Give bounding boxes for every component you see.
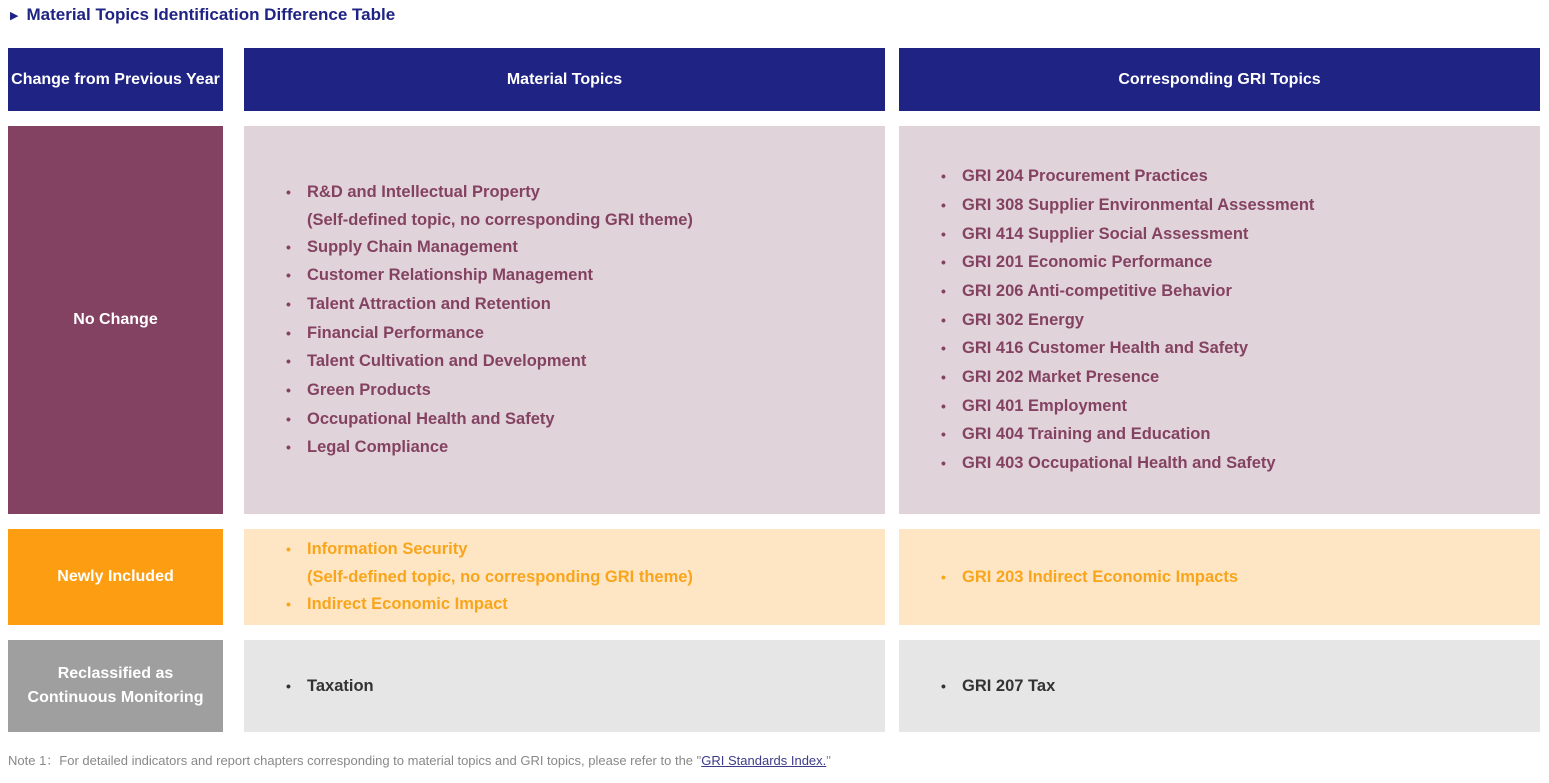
list-item xyxy=(286,376,885,405)
material-topics-list xyxy=(244,178,885,462)
list-item xyxy=(286,290,885,319)
list-item-text: Green Products xyxy=(307,381,431,400)
list-item xyxy=(286,672,885,701)
list-item xyxy=(941,162,1540,191)
list-item-text: Talent Attraction and Retention xyxy=(307,294,551,313)
list-item-text: GRI 403 Occupational Health and Safety xyxy=(962,454,1276,473)
list-item-text: GRI 416 Customer Health and Safety xyxy=(962,339,1249,358)
list-item xyxy=(286,535,885,590)
material-topics-reclassified xyxy=(244,640,885,732)
gri-topics-list xyxy=(899,162,1540,478)
gri-standards-index-link[interactable]: GRI Standards Index. xyxy=(701,753,827,768)
list-item-text: Indirect Economic Impact xyxy=(307,595,508,613)
list-item-text: Occupational Health and Safety xyxy=(307,409,555,428)
list-item xyxy=(941,363,1540,392)
footnote-suffix: " xyxy=(826,753,831,768)
list-item xyxy=(286,433,885,462)
list-item-text: GRI 404 Training and Education xyxy=(962,425,1211,444)
list-item xyxy=(286,261,885,290)
list-item-text: Information Security xyxy=(307,540,468,559)
row-label-newly-included: Newly Included xyxy=(8,529,223,625)
list-item xyxy=(286,590,885,619)
material-topics-newly-included xyxy=(244,529,885,625)
footnote xyxy=(8,750,831,769)
list-item-text: Supply Chain Management xyxy=(307,237,518,256)
list-item xyxy=(941,277,1540,306)
list-item xyxy=(941,449,1540,478)
gri-topics-list xyxy=(899,672,1540,701)
list-item-text: GRI 302 Energy xyxy=(962,310,1084,329)
list-item xyxy=(286,319,885,348)
material-topics-no-change xyxy=(244,126,885,514)
list-item-text: GRI 202 Market Presence xyxy=(962,368,1160,387)
material-topics-list xyxy=(244,535,885,618)
list-item xyxy=(941,334,1540,363)
list-item-text: GRI 204 Procurement Practices xyxy=(962,167,1208,186)
row-label-no-change: No Change xyxy=(8,126,223,514)
list-item-text: R&D and Intellectual Property xyxy=(307,182,540,201)
list-item xyxy=(941,563,1540,592)
material-topics-list xyxy=(244,672,885,701)
gri-topics-reclassified xyxy=(899,640,1540,732)
list-item xyxy=(286,233,885,262)
triangle-right-icon: ▶ xyxy=(10,9,19,22)
list-item-text: GRI 308 Supplier Environmental Assessment xyxy=(962,195,1315,214)
list-item xyxy=(941,392,1540,421)
list-item xyxy=(286,405,885,434)
list-item xyxy=(941,220,1540,249)
header-material-topics: Material Topics xyxy=(244,48,885,111)
list-item-text: Taxation xyxy=(307,676,374,695)
list-item xyxy=(286,178,885,233)
table-title xyxy=(10,4,395,26)
table-title-text: Material Topics Identification Difference Table xyxy=(26,5,396,24)
list-item-text: GRI 206 Anti-competitive Behavior xyxy=(962,281,1232,300)
header-gri-topics: Corresponding GRI Topics xyxy=(899,48,1540,111)
list-item-text: GRI 203 Indirect Economic Impacts xyxy=(962,567,1239,586)
gri-topics-newly-included xyxy=(899,529,1540,625)
list-item xyxy=(941,420,1540,449)
list-item-text: Talent Cultivation and Development xyxy=(307,352,587,371)
list-item-text: Financial Performance xyxy=(307,323,484,342)
gri-topics-list xyxy=(899,563,1540,592)
list-item xyxy=(941,191,1540,220)
list-item-text: GRI 201 Economic Performance xyxy=(962,253,1213,272)
list-item-text: GRI 401 Employment xyxy=(962,396,1128,415)
list-item-text: Legal Compliance xyxy=(307,438,449,457)
list-item xyxy=(941,248,1540,277)
list-item-text: GRI 414 Supplier Social Assessment xyxy=(962,224,1249,243)
footnote-text: Note 1：For detailed indicators and report chapters corresponding to material topics and GRI topics, please refer to the " xyxy=(8,753,702,768)
list-item xyxy=(941,306,1540,335)
list-item xyxy=(941,672,1540,701)
list-item-subtext: (Self-defined topic, no corresponding GRI theme) xyxy=(307,568,693,586)
gri-topics-no-change xyxy=(899,126,1540,514)
header-change: Change from Previous Year xyxy=(8,48,223,111)
list-item-text: GRI 207 Tax xyxy=(962,676,1056,695)
row-label-reclassified: Reclassified as Continuous Monitoring xyxy=(8,640,223,732)
list-item-text: Customer Relationship Management xyxy=(307,266,594,285)
list-item-subtext: (Self-defined topic, no corresponding GRI theme) xyxy=(307,210,693,229)
list-item xyxy=(286,347,885,376)
